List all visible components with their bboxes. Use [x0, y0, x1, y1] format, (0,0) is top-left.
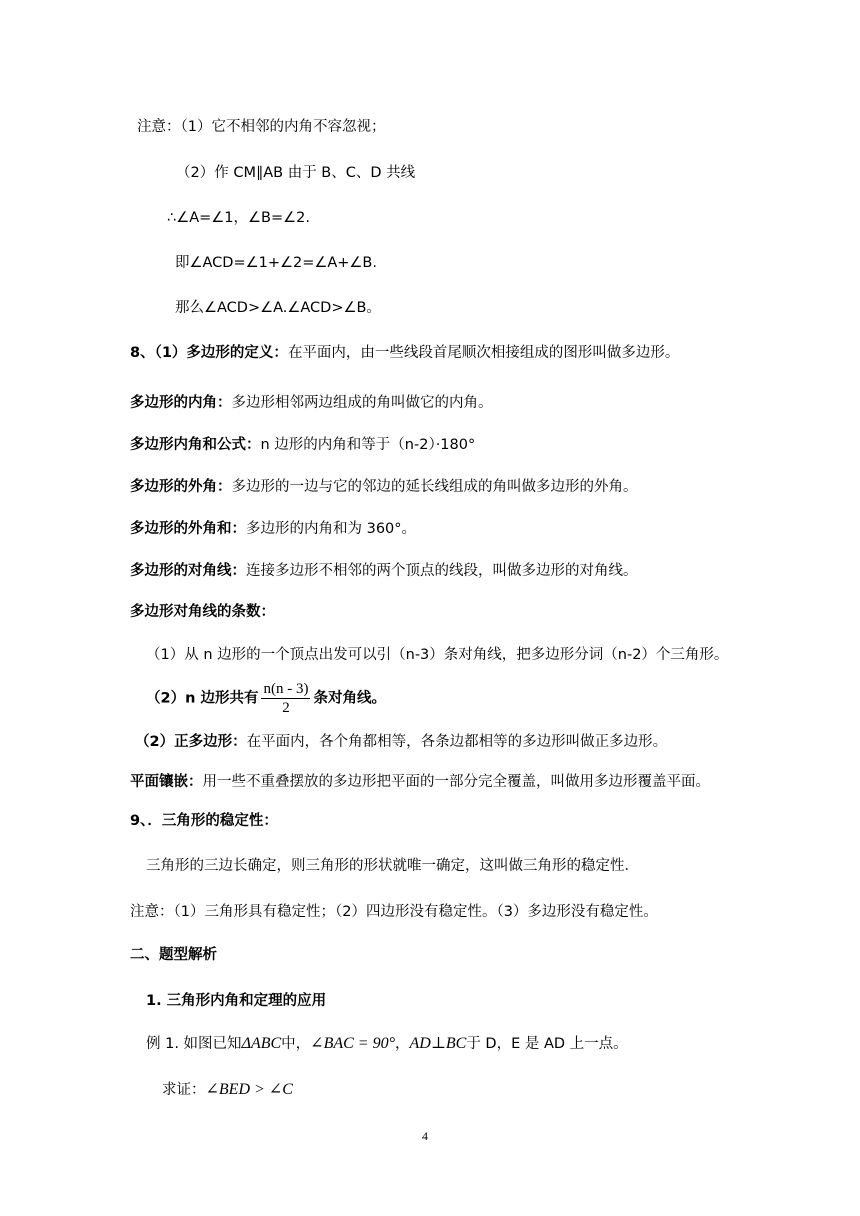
- tessellation-definition: [130, 772, 710, 792]
- example-1-mid: 中，: [281, 1036, 311, 1052]
- note-line-2: （2）作 CM∥AB 由于 B、C、D 共线: [176, 165, 416, 181]
- note-line-1: 注意：（1）它不相邻的内角不容忽视；: [137, 119, 386, 135]
- stability-text: 三角形的三边长确定，则三角形的形状就唯一确定，这叫做三角形的稳定性．: [146, 858, 639, 874]
- proof-line-3: 那么∠ACD>∠A.∠ACD>∠B。: [175, 300, 381, 316]
- polygon-definition-text: 在平面内，由一些线段首尾顺次相接组成的图形叫做多边形。: [287, 345, 680, 361]
- proof-line-1: ∴∠A=∠1，∠B=∠2.: [167, 210, 310, 226]
- angle-bac: ∠BAC = 90°: [310, 1035, 395, 1052]
- diagonal-definition: [130, 561, 638, 581]
- prove-statement: [162, 1080, 293, 1100]
- example-1-comma: ，: [395, 1036, 410, 1052]
- triangle-abc: ΔABC: [241, 1035, 282, 1052]
- diagonal-count-item-1: （1）从 n 边形的一个顶点出发可以引（n-3）条对角线，把多边形分词（n-2）个三角形。: [146, 647, 729, 663]
- diagonal-count-item-2-lead: （2）n 边形共有: [146, 690, 259, 707]
- proof-line-2: 即∠ACD=∠1+∠2=∠A+∠B.: [175, 255, 377, 271]
- exterior-angle-text: 多边形的一边与它的邻边的延长线组成的角叫做多边形的外角。: [231, 479, 638, 495]
- exterior-angle-term: 多边形的外角：: [130, 479, 232, 495]
- subsection-heading: 1. 三角形内角和定理的应用: [146, 993, 327, 1009]
- regular-polygon-definition: [135, 732, 667, 752]
- fraction-numerator: n(n - 3): [263, 681, 309, 697]
- angle-sum-text: n 边形的内角和等于（n-2）·180°: [260, 437, 476, 453]
- prove-expression: ∠BED > ∠C: [205, 1081, 293, 1098]
- section-heading-examples: 二、题型解析: [130, 947, 217, 963]
- example-1-tail: 于 D，E 是 AD 上一点。: [466, 1036, 628, 1052]
- interior-angle-text: 多边形相邻两边组成的角叫做它的内角。: [231, 395, 493, 411]
- regular-polygon-text: 在平面内，各个角都相等，各条边都相等的多边形叫做正多边形。: [246, 734, 668, 750]
- interior-angle-definition: [130, 393, 493, 413]
- exterior-angle-sum-term: 多边形的外角和：: [130, 521, 246, 537]
- prove-lead: 求证：: [162, 1082, 206, 1098]
- regular-polygon-term: （2）正多边形：: [135, 734, 247, 750]
- page-number: 4: [422, 1129, 428, 1143]
- polygon-definition-term: 8、（1）多边形的定义：: [130, 345, 288, 361]
- exterior-angle-definition: [130, 477, 638, 497]
- stability-heading: 9、．三角形的稳定性：: [130, 813, 278, 829]
- diagonal-count-item-2-tail: 条对角线。: [313, 690, 386, 707]
- example-1-lead: 例 1. 如图已知: [146, 1036, 242, 1052]
- diagonal-count-heading: 多边形对角线的条数：: [130, 604, 275, 620]
- diagonal-text: 连接多边形不相邻的两个顶点的线段，叫做多边形的对角线。: [246, 563, 638, 579]
- angle-sum-term: 多边形内角和公式：: [130, 437, 261, 453]
- ad-perp-bc: AD⊥BC: [409, 1035, 467, 1052]
- interior-angle-term: 多边形的内角：: [130, 395, 232, 411]
- stability-note: 注意：（1）三角形具有稳定性；（2）四边形没有稳定性。（3）多边形没有稳定性。: [130, 904, 658, 920]
- exterior-angle-sum-text: 多边形的内角和为 360°。: [246, 521, 417, 537]
- angle-sum-formula: [130, 435, 475, 455]
- fraction-denominator: 2: [282, 700, 290, 716]
- tessellation-term: 平面镶嵌：: [130, 774, 203, 790]
- diagonal-count-fraction: [261, 680, 310, 717]
- exterior-angle-sum: [130, 519, 416, 539]
- polygon-definition: [130, 343, 679, 363]
- tessellation-text: 用一些不重叠摆放的多边形把平面的一部分完全覆盖，叫做用多边形覆盖平面。: [202, 774, 710, 790]
- example-1: [146, 1034, 628, 1054]
- diagonal-count-item-2: [146, 680, 386, 717]
- diagonal-term: 多边形的对角线：: [130, 563, 246, 579]
